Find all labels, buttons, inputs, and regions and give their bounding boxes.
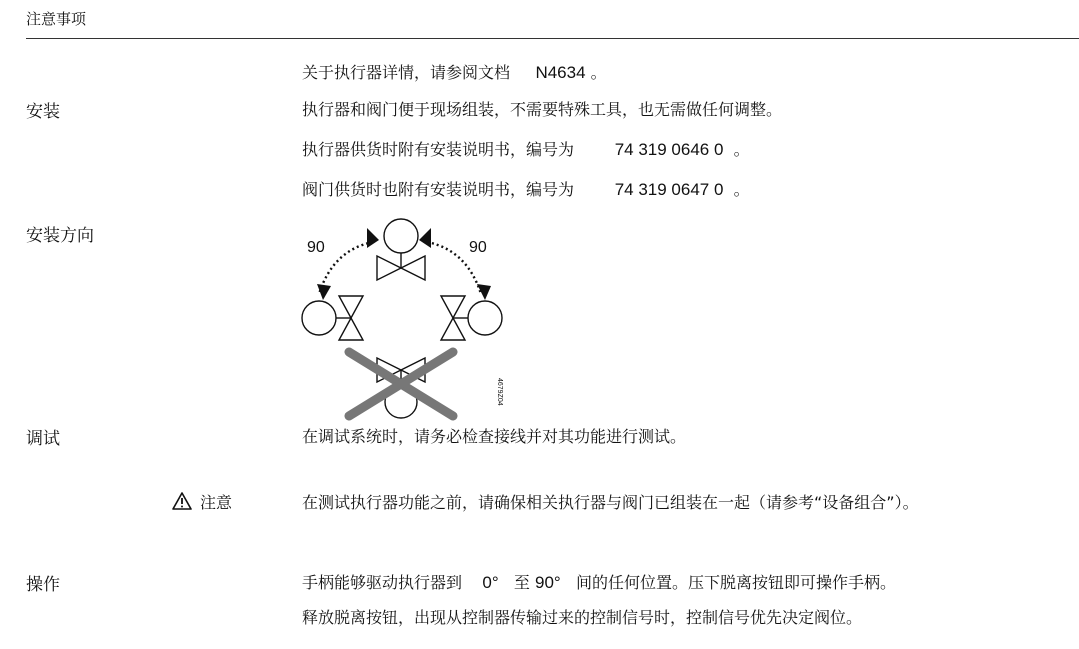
install-line-1: 执行器和阀门便于现场组装，不需要特殊工具，也无需做任何调整。	[302, 100, 783, 119]
angle-left-label: 90	[307, 239, 325, 256]
install-line-2-prefix: 执行器供货时附有安装说明书，编号为	[302, 140, 575, 159]
left-arrowhead-down	[317, 284, 331, 300]
reference-prefix: 关于执行器详情，请参阅文档	[302, 63, 511, 82]
left-horizontal-valve-actuator	[302, 296, 363, 340]
angle-min: 0°	[482, 573, 499, 592]
valve-manual-number: 74 319 0647 0	[614, 180, 724, 199]
caution-label: 注意	[200, 493, 233, 512]
commissioning-text: 在调试系统时，请务必检查接线并对其功能进行测试。	[302, 427, 687, 446]
left-arrowhead-up	[367, 228, 379, 248]
angle-max: 90°	[535, 573, 561, 592]
operation-line-2: 释放脱离按钮，出现从控制器传输过来的控制信号时，控制信号优先决定阀位。	[302, 608, 863, 627]
angle-right-label: 90	[469, 239, 487, 256]
right-arrowhead-up	[419, 228, 431, 248]
install-label: 安装	[26, 102, 60, 122]
reference-doc: N4634	[535, 63, 586, 82]
operation-line-1-b: 至	[513, 573, 530, 592]
caution-note	[172, 490, 232, 513]
actuator-manual-number: 74 319 0646 0	[614, 140, 724, 159]
install-line-2-suffix: 。	[733, 140, 750, 159]
upright-valve-actuator	[377, 219, 425, 280]
install-line-2	[302, 137, 750, 160]
install-line-3-prefix: 阀门供货时也附有安装说明书，编号为	[302, 180, 575, 199]
header-divider	[26, 38, 1079, 39]
mounting-orientation-diagram	[295, 212, 515, 422]
caution-text: 在测试执行器功能之前，请确保相关执行器与阀门已组装在一起（请参考“设备组合”）。	[302, 493, 919, 512]
reference-line	[302, 60, 607, 83]
install-line-3	[302, 177, 750, 200]
operation-line-1-a: 手柄能够驱动执行器到	[302, 573, 463, 592]
right-horizontal-valve-actuator	[441, 296, 502, 340]
orientation-label: 安装方向	[26, 226, 94, 246]
commissioning-label: 调试	[26, 429, 60, 449]
operation-line-1	[302, 570, 896, 593]
reference-suffix: 。	[590, 63, 607, 82]
page-header-title: 注意事项	[26, 10, 87, 28]
operation-label: 操作	[26, 575, 60, 595]
install-line-3-suffix: 。	[733, 180, 750, 199]
operation-line-1-c: 间的任何位置。压下脱离按钮即可操作手柄。	[575, 573, 896, 592]
warning-triangle-icon	[172, 492, 192, 510]
figure-code: 4679Z04	[496, 378, 503, 406]
